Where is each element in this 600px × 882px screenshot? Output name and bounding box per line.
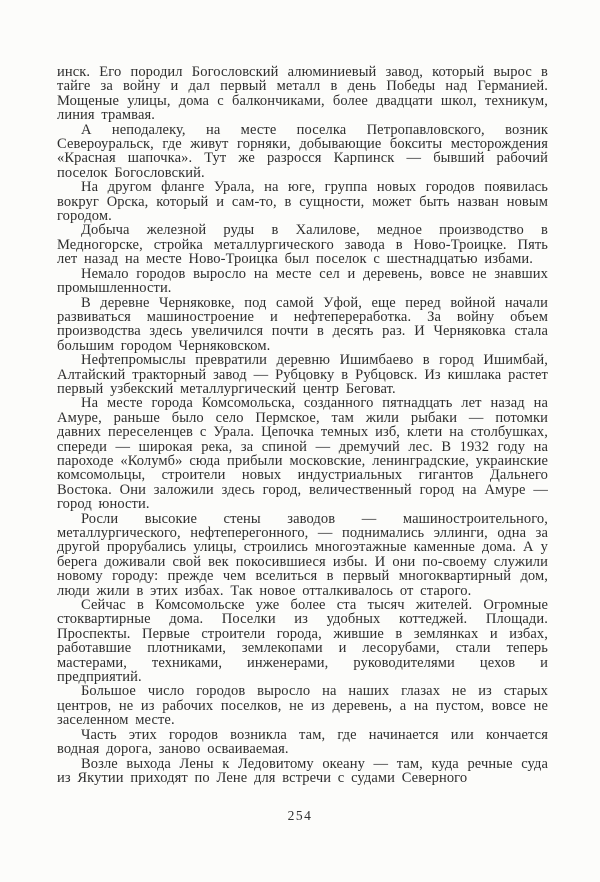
paragraph: Немало городов выросло на месте сел и деревень, вовсе не знавших промышленности. bbox=[57, 265, 548, 297]
paragraph: А неподалеку, на месте поселка Петропавловского, возник Североуральск, где живут горняки, добывающие бокситы месторождения «Красная шапочка». Тут же разросся Карпинск — бывший рабочий поселок Богословский. bbox=[57, 121, 548, 181]
paragraph: Добыча железной руды в Халилове, медное производство в Медногорске, стройка металлургического завода в Ново-Троицке. Пять лет назад на месте Ново-Троицка был поселок с шестнадцатью избами. bbox=[57, 222, 548, 268]
paragraph: Нефтепромыслы превратили деревню Ишимбаево в город Ишимбай, Алтайский тракторный завод — Рубцовку в Рубцовск. Из кишлака растет первый узбекский металлургический центр Беговат. bbox=[57, 352, 548, 397]
paragraph: Сейчас в Комсомольске уже более ста тысяч жителей. Огромные стоквартирные дома. Поселки из удобных коттеджей. Площади. Проспекты. Первые строители города, жившие в землянках и избах, работавшие плотниками, землекопами и лесорубами, стали теперь мастерами, техниками, инженерами, руководителями цехов и предприятий. bbox=[57, 597, 548, 686]
page-text bbox=[57, 65, 548, 785]
paragraph: Росли высокие стены заводов — машиностроительного, металлургического, нефтеперегонного, — поднимались эллинги, одна за другой прорубались улицы, строились многоэтажные каменные дома. А у берега доживали свой век покосившиеся избы. И они по-своему служили новому городу: прежде чем вселиться в первый многоквартирный дом, люди жили в этих избах. Так новое отталкивалось от старого. bbox=[57, 510, 548, 599]
paragraph: В деревне Черняковке, под самой Уфой, еще перед войной начали развиваться машиностроение и нефтепереработка. За войну объем производства здесь увеличился почти в десять раз. И Черняковка стала большим городом Черняковском. bbox=[57, 294, 548, 354]
paragraph: На месте города Комсомольска, созданного пятнадцать лет назад на Амуре, раньше было село Пермское, там жили рыбаки — потомки давних переселенцев с Урала. Цепочка темных изб, клети на столбушках, спереди — широкая река, за спиной — дремучий лес. В 1932 году на пароходе «Колумб» сюда прибыли московские, ленинградские, украинские комсомольцы, строители новых индустриальных гигантов Дальнего Востока. Они заложили здесь город, величественный город на Амуре — город юности. bbox=[57, 395, 548, 513]
paragraph: инск. Его породил Богословский алюминиевый завод, который вырос в тайге за войну и дал первый металл в день Победы над Германией. Мощеные улицы, дома с балкончиками, более двадцати школ, техникум, линия трамвая. bbox=[57, 64, 548, 124]
paragraph: Возле выхода Лены к Ледовитому океану — там, куда речные суда из Якутии приходят по Лене для встречи с судами Северного bbox=[57, 755, 548, 786]
page-number: 254 bbox=[287, 808, 313, 823]
paragraph: Большое число городов выросло на наших глазах не из старых центров, не из рабочих поселков, не из деревень, а на пустом, вовсе не заселенном месте. bbox=[57, 683, 548, 729]
paragraph: На другом фланге Урала, на юге, группа новых городов появилась вокруг Орска, который и сам-то, в сущности, может быть назван новым городом. bbox=[57, 179, 548, 225]
paragraph: Часть этих городов возникла там, где начинается или кончается водная дорога, заново осваиваемая. bbox=[57, 726, 548, 758]
